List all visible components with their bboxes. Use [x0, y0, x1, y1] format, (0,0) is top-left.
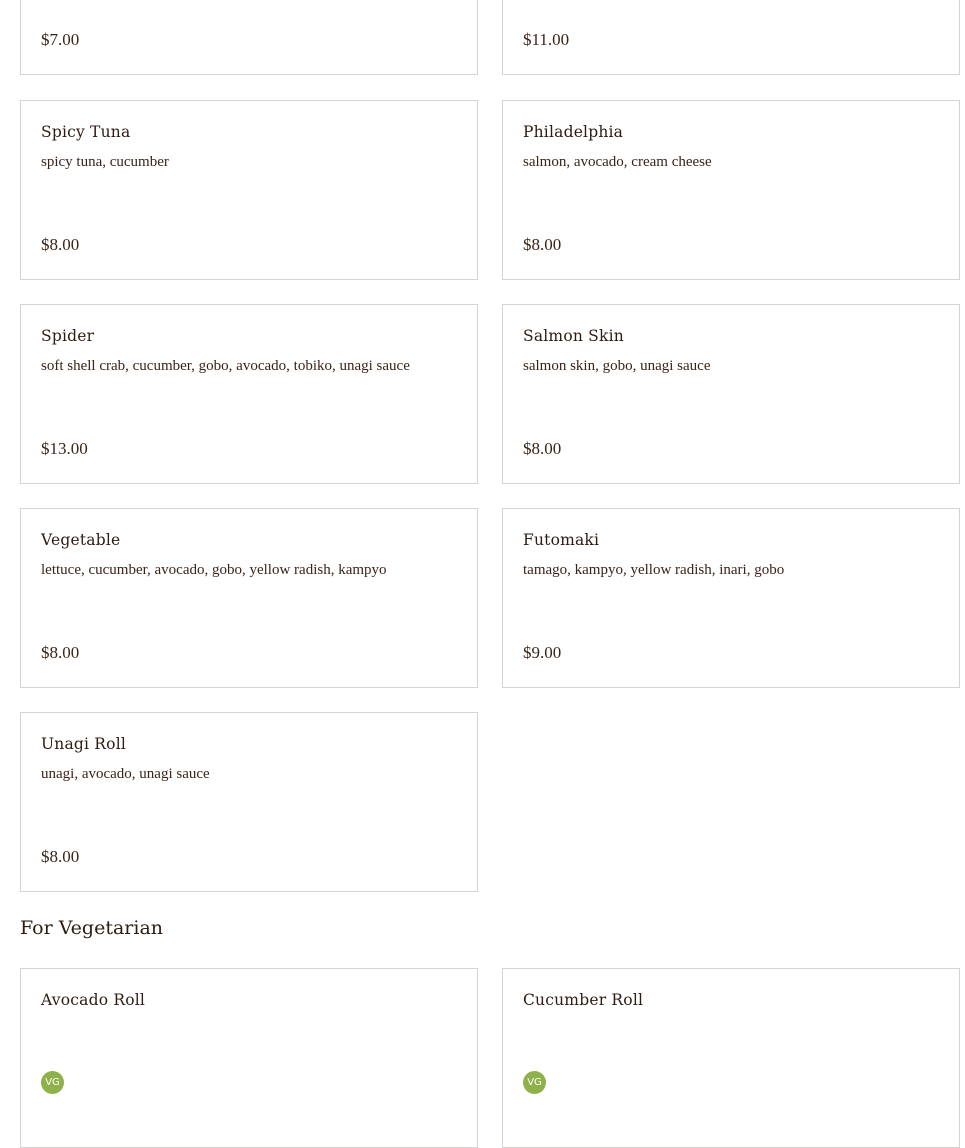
item-name: Spicy Tuna — [41, 123, 131, 141]
item-price: $13.00 — [41, 439, 88, 458]
item-name: Futomaki — [523, 531, 600, 549]
menu-card-philadelphia[interactable] — [502, 100, 960, 280]
item-name: Unagi Roll — [41, 735, 127, 753]
menu-card-avocado-roll[interactable] — [20, 968, 478, 1148]
menu-card[interactable] — [20, 0, 478, 75]
menu-card-salmon-skin[interactable] — [502, 304, 960, 484]
item-price: $7.00 — [41, 30, 80, 49]
item-price: $8.00 — [523, 235, 562, 254]
item-description: salmon skin, gobo, unagi sauce — [523, 358, 711, 374]
item-name: Salmon Skin — [523, 327, 624, 345]
item-name: Vegetable — [41, 531, 121, 549]
vegetarian-badge-icon: VG — [523, 1071, 546, 1094]
item-price: $9.00 — [523, 643, 562, 662]
item-description: unagi, avocado, unagi sauce — [41, 766, 210, 782]
item-description: lettuce, cucumber, avocado, gobo, yellow radish, kampyo — [41, 562, 387, 578]
menu-card-vegetable[interactable] — [20, 508, 478, 688]
item-description: spicy tuna, cucumber — [41, 154, 169, 170]
vegetarian-badge-icon: VG — [41, 1071, 64, 1094]
menu-card-unagi-roll[interactable] — [20, 712, 478, 892]
item-description: tamago, kampyo, yellow radish, inari, gobo — [523, 562, 785, 578]
menu-card-spicy-tuna[interactable] — [20, 100, 478, 280]
item-price: $11.00 — [523, 30, 570, 49]
item-name: Philadelphia — [523, 123, 624, 141]
item-description: salmon, avocado, cream cheese — [523, 154, 712, 170]
item-name: Avocado Roll — [41, 991, 146, 1009]
item-name: Spider — [41, 327, 95, 345]
item-price: $8.00 — [41, 847, 80, 866]
menu-card-cucumber-roll[interactable] — [502, 968, 960, 1148]
menu-card-spider[interactable] — [20, 304, 478, 484]
menu-card[interactable] — [502, 0, 960, 75]
item-name: Cucumber Roll — [523, 991, 644, 1009]
section-title-vegetarian: For Vegetarian — [20, 917, 164, 939]
item-description: soft shell crab, cucumber, gobo, avocado, tobiko, unagi sauce — [41, 358, 410, 374]
item-price: $8.00 — [523, 439, 562, 458]
menu-card-futomaki[interactable] — [502, 508, 960, 688]
item-price: $8.00 — [41, 235, 80, 254]
item-price: $8.00 — [41, 643, 80, 662]
